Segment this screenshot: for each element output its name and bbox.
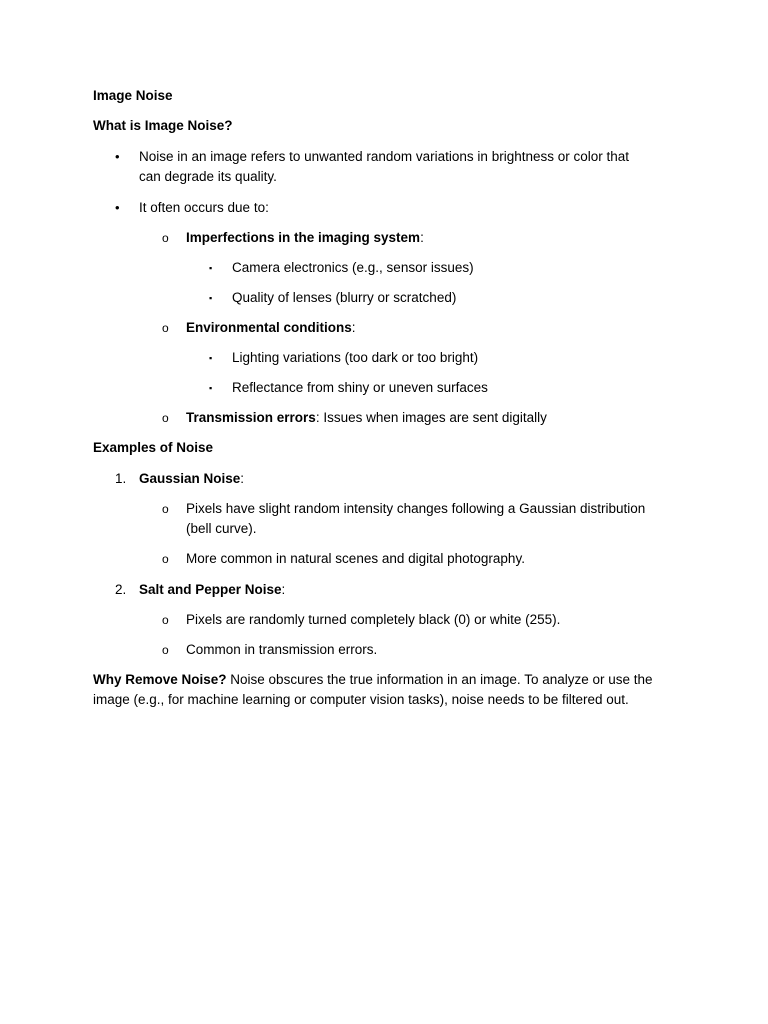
bold-term: Gaussian Noise — [139, 471, 241, 486]
bullet-circle-icon: o — [162, 411, 169, 425]
list-item-text: More common in natural scenes and digital photography. — [186, 551, 525, 566]
bullet-circle-icon: o — [162, 502, 169, 516]
bullet-circle-icon: o — [162, 613, 169, 627]
list-item-text: Lighting variations (too dark or too bright) — [232, 350, 479, 365]
bullet-circle-icon: o — [162, 552, 169, 566]
document-title: Image Noise — [93, 88, 173, 103]
list-item-text: Pixels are randomly turned completely black (0) or white (255). — [186, 612, 561, 627]
term-suffix: : — [351, 320, 356, 335]
list-item-text: Quality of lenses (blurry or scratched) — [232, 290, 457, 305]
term-description: : Issues when images are sent digitally — [315, 410, 547, 425]
section-heading-examples: Examples of Noise — [93, 440, 214, 455]
list-item-text — [186, 229, 424, 247]
paragraph-why — [93, 671, 653, 689]
section-heading-what: What is Image Noise? — [93, 118, 233, 133]
list-item-text: Reflectance from shiny or uneven surfaces — [232, 380, 488, 395]
list-item-text: (bell curve). — [186, 521, 257, 536]
term-suffix: : — [420, 230, 424, 245]
bold-term: Environmental conditions — [186, 320, 352, 335]
term-suffix: : — [240, 471, 245, 486]
list-item-text: It often occurs due to: — [139, 200, 269, 215]
list-item-text: can degrade its quality. — [139, 169, 277, 184]
list-item-text: Common in transmission errors. — [186, 642, 378, 657]
bold-term: Salt and Pepper Noise — [139, 582, 282, 597]
list-number: 1. — [115, 471, 127, 486]
bullet-square-icon: ▪ — [209, 383, 213, 393]
list-number: 2. — [115, 582, 127, 597]
list-item-text — [139, 470, 244, 488]
bullet-square-icon: ▪ — [209, 293, 213, 303]
bold-term: Imperfections in the imaging system — [186, 230, 421, 245]
term-suffix: : — [281, 582, 286, 597]
paragraph-text: Noise obscures the true information in an image. To analyze or use the — [226, 672, 653, 687]
bullet-disc-icon: • — [115, 200, 120, 215]
list-item-text — [139, 581, 285, 599]
bullet-circle-icon: o — [162, 321, 169, 335]
list-item-text — [186, 319, 356, 337]
bold-term: Transmission errors — [186, 410, 316, 425]
bullet-square-icon: ▪ — [209, 353, 213, 363]
list-item-text: Pixels have slight random intensity changes following a Gaussian distribution — [186, 501, 646, 516]
bullet-circle-icon: o — [162, 643, 169, 657]
bold-term: Why Remove Noise? — [93, 672, 227, 687]
list-item-text — [186, 409, 547, 427]
list-item-text: Camera electronics (e.g., sensor issues) — [232, 260, 474, 275]
list-item-text: Noise in an image refers to unwanted random variations in brightness or color that — [139, 149, 630, 164]
bullet-circle-icon: o — [162, 231, 169, 245]
bullet-square-icon: ▪ — [209, 263, 213, 273]
bullet-disc-icon: • — [115, 149, 120, 164]
paragraph-text: image (e.g., for machine learning or computer vision tasks), noise needs to be filtered out. — [93, 692, 629, 707]
